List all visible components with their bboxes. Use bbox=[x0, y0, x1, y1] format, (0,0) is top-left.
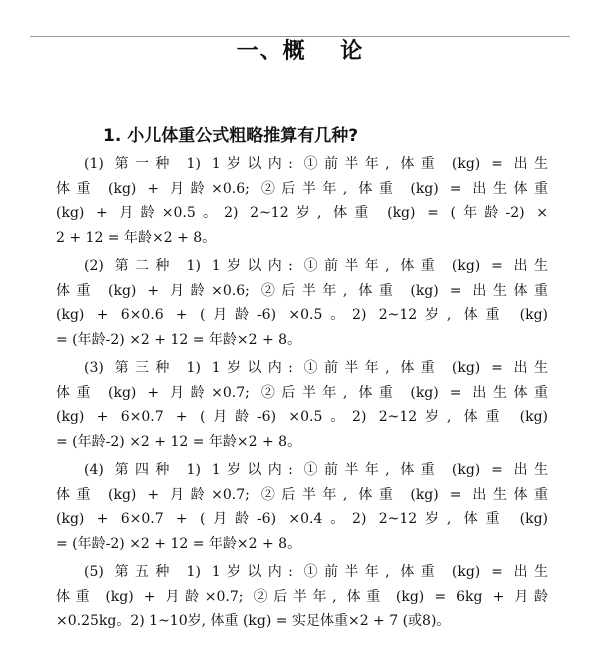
text-line: 体重 (kg) + 月龄×0.6; ②后半年, 体重 (kg) = 出生体重 bbox=[56, 282, 548, 299]
body-text bbox=[56, 152, 548, 638]
text-line: = (年龄-2) ×2 + 12 = 年龄×2 + 8。 bbox=[56, 433, 302, 450]
question-heading: 1. 小儿体重公式粗略推算有几种? bbox=[103, 126, 359, 146]
text-line: 体重 (kg) + 月龄×0.7; ②后半年, 体重 (kg) = 出生体重 bbox=[56, 384, 548, 401]
text-line: (4) 第四种 1) 1岁以内: ①前半年, 体重 (kg) = 出生 bbox=[84, 462, 548, 478]
text-line: (kg) + 月龄×0.5。2) 2~12岁, 体重 (kg) = (年龄-2) × bbox=[56, 205, 548, 221]
chapter-title: 一、概 论 bbox=[236, 39, 364, 64]
text-line: (1) 第一种 1) 1岁以内: ①前半年, 体重 (kg) = 出生 bbox=[84, 156, 548, 172]
text-line: 体重 (kg) + 月龄×0.7; ②后半年, 体重 (kg) = 出生体重 bbox=[56, 486, 548, 503]
paragraph-method-1 bbox=[56, 152, 548, 250]
text-line: = (年龄-2) ×2 + 12 = 年龄×2 + 8。 bbox=[56, 331, 302, 348]
text-line: = (年龄-2) ×2 + 12 = 年龄×2 + 8。 bbox=[56, 535, 302, 552]
text-line: (2) 第二种 1) 1岁以内: ①前半年, 体重 (kg) = 出生 bbox=[84, 258, 548, 274]
text-line: 体重 (kg) + 月龄×0.6; ②后半年, 体重 (kg) = 出生体重 bbox=[56, 180, 548, 197]
text-line: (kg) + 6×0.7 + (月龄-6) ×0.4。2) 2~12岁, 体重 (kg) bbox=[56, 511, 548, 527]
text-line: 2 + 12 = 年龄×2 + 8。 bbox=[56, 229, 217, 246]
text-line: (5) 第五种 1) 1岁以内: ①前半年, 体重 (kg) = 出生 bbox=[84, 564, 548, 580]
paragraph-method-5 bbox=[56, 560, 548, 634]
paragraph-method-3 bbox=[56, 356, 548, 454]
text-line: (kg) + 6×0.6 + (月龄-6) ×0.5。2) 2~12岁, 体重 (kg) bbox=[56, 307, 548, 323]
text-line: 体重 (kg) + 月龄×0.7; ②后半年, 体重 (kg) = 6kg + 月龄 bbox=[56, 588, 548, 605]
text-line: (3) 第三种 1) 1岁以内: ①前半年, 体重 (kg) = 出生 bbox=[84, 360, 548, 376]
paragraph-method-4 bbox=[56, 458, 548, 556]
text-line: ×0.25kg。2) 1~10岁, 体重 (kg) = 实足体重×2 + 7 (或8)。 bbox=[56, 613, 451, 629]
paragraph-method-2 bbox=[56, 254, 548, 352]
text-line: (kg) + 6×0.7 + (月龄-6) ×0.5。2) 2~12岁, 体重 (kg) bbox=[56, 409, 548, 425]
